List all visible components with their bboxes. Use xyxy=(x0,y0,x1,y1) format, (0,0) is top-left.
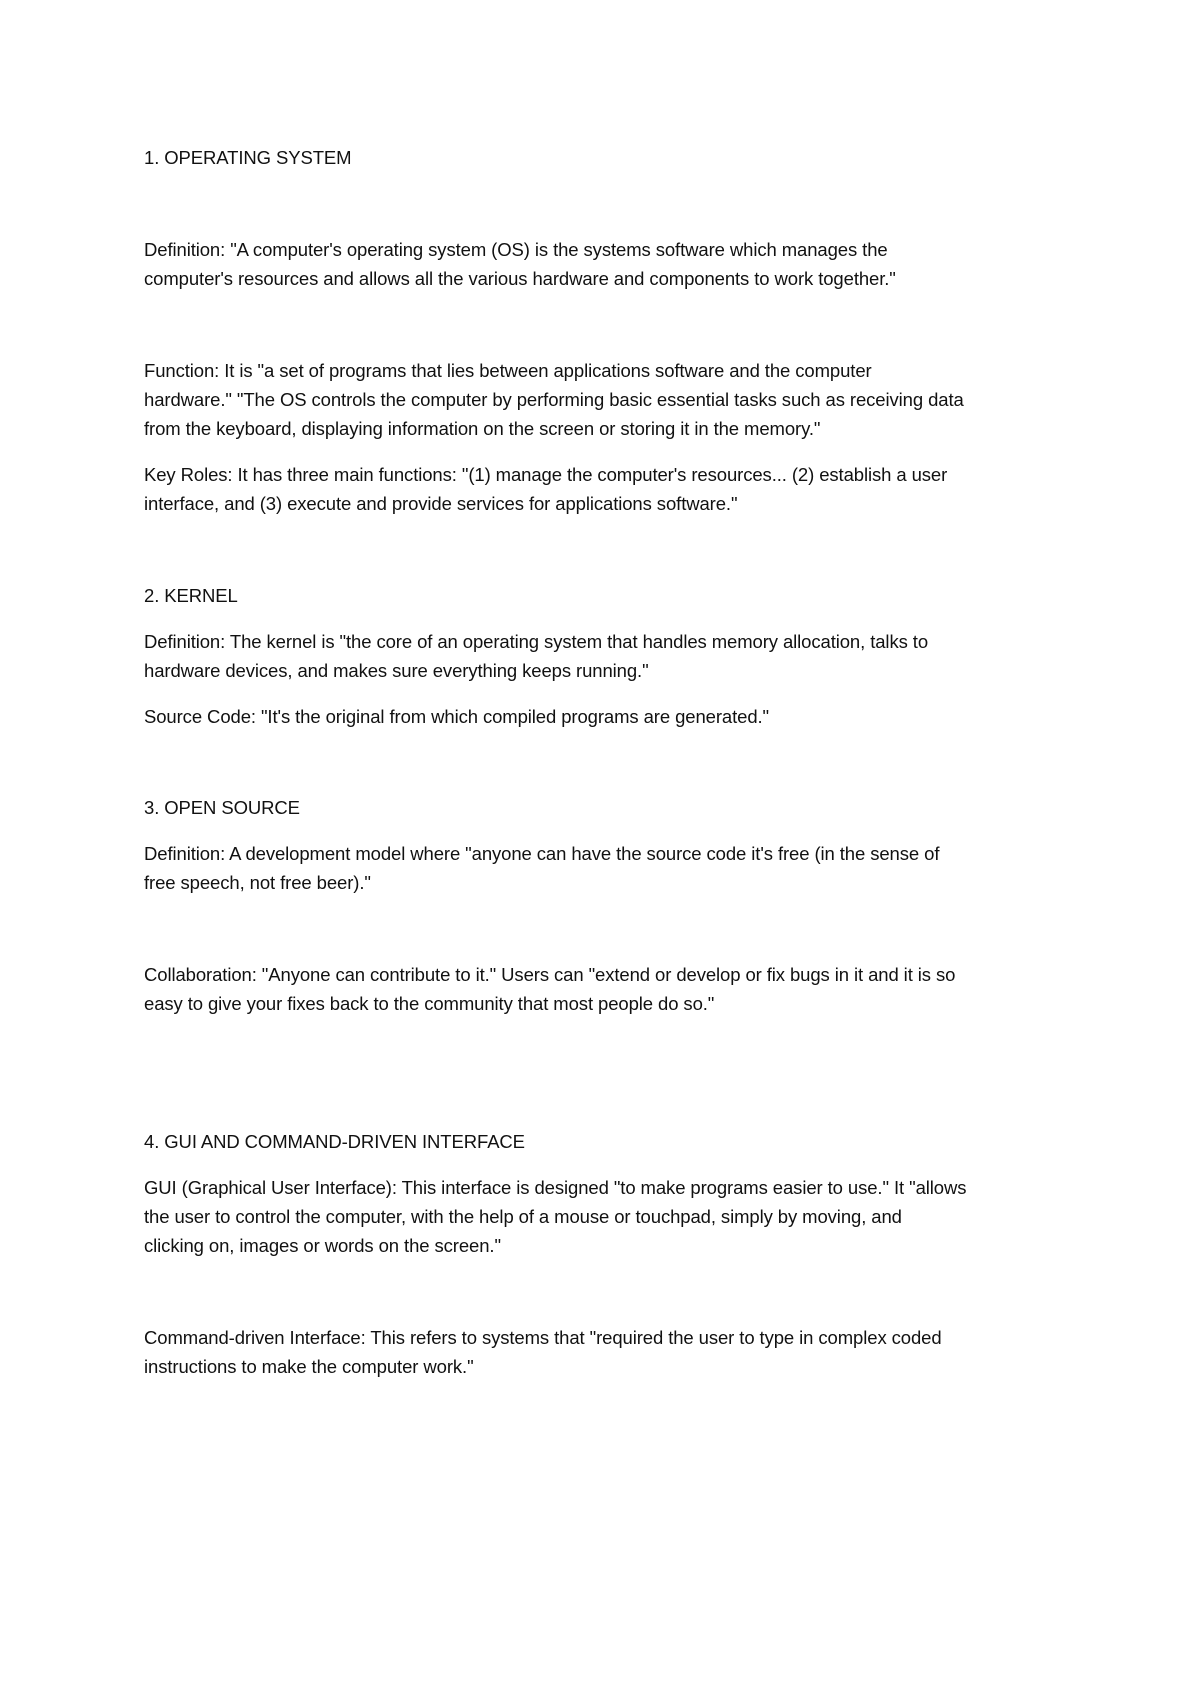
command-driven-line-1: Command-driven Interface: This refers to systems that "required the user to type in complex coded xyxy=(144,1327,942,1348)
os-key-roles-line-1: Key Roles: It has three main functions: "(1) manage the computer's resources... (2) establish a user xyxy=(144,464,948,485)
command-driven-line-2: instructions to make the computer work." xyxy=(144,1356,474,1377)
kernel-definition-line-1: Definition: The kernel is "the core of an operating system that handles memory allocation, talks to xyxy=(144,631,929,652)
os-function-line-3: from the keyboard, displaying information on the screen or storing it in the memory." xyxy=(144,418,821,439)
section-heading-kernel: 2. KERNEL xyxy=(144,585,238,606)
open-source-definition-line-1: Definition: A development model where "anyone can have the source code it's free (in the sense of xyxy=(144,843,940,864)
os-key-roles-line-2: interface, and (3) execute and provide services for applications software." xyxy=(144,493,738,514)
section-heading-gui-command: 4. GUI AND COMMAND-DRIVEN INTERFACE xyxy=(144,1131,525,1152)
open-source-definition-line-2: free speech, not free beer)." xyxy=(144,872,371,893)
os-definition-line-1: Definition: "A computer's operating system (OS) is the systems software which manages the xyxy=(144,239,888,260)
gui-line-2: the user to control the computer, with the help of a mouse or touchpad, simply by moving, and xyxy=(144,1206,902,1227)
os-function-line-1: Function: It is "a set of programs that lies between applications software and the computer xyxy=(144,360,872,381)
kernel-definition-line-2: hardware devices, and makes sure everything keeps running." xyxy=(144,660,649,681)
os-definition-line-2: computer's resources and allows all the various hardware and components to work together." xyxy=(144,268,896,289)
kernel-source-code-line-1: Source Code: "It's the original from which compiled programs are generated." xyxy=(144,706,770,727)
os-function-line-2: hardware." "The OS controls the computer by performing basic essential tasks such as receiving data xyxy=(144,389,964,410)
section-heading-open-source: 3. OPEN SOURCE xyxy=(144,797,300,818)
gui-line-1: GUI (Graphical User Interface): This interface is designed "to make programs easier to use." It "allows xyxy=(144,1177,967,1198)
open-source-collaboration-line-2: easy to give your fixes back to the community that most people do so." xyxy=(144,993,715,1014)
section-heading-operating-system: 1. OPERATING SYSTEM xyxy=(144,147,352,168)
gui-line-3: clicking on, images or words on the screen." xyxy=(144,1235,501,1256)
open-source-collaboration-line-1: Collaboration: "Anyone can contribute to it." Users can "extend or develop or fix bugs in it and it is so xyxy=(144,964,956,985)
